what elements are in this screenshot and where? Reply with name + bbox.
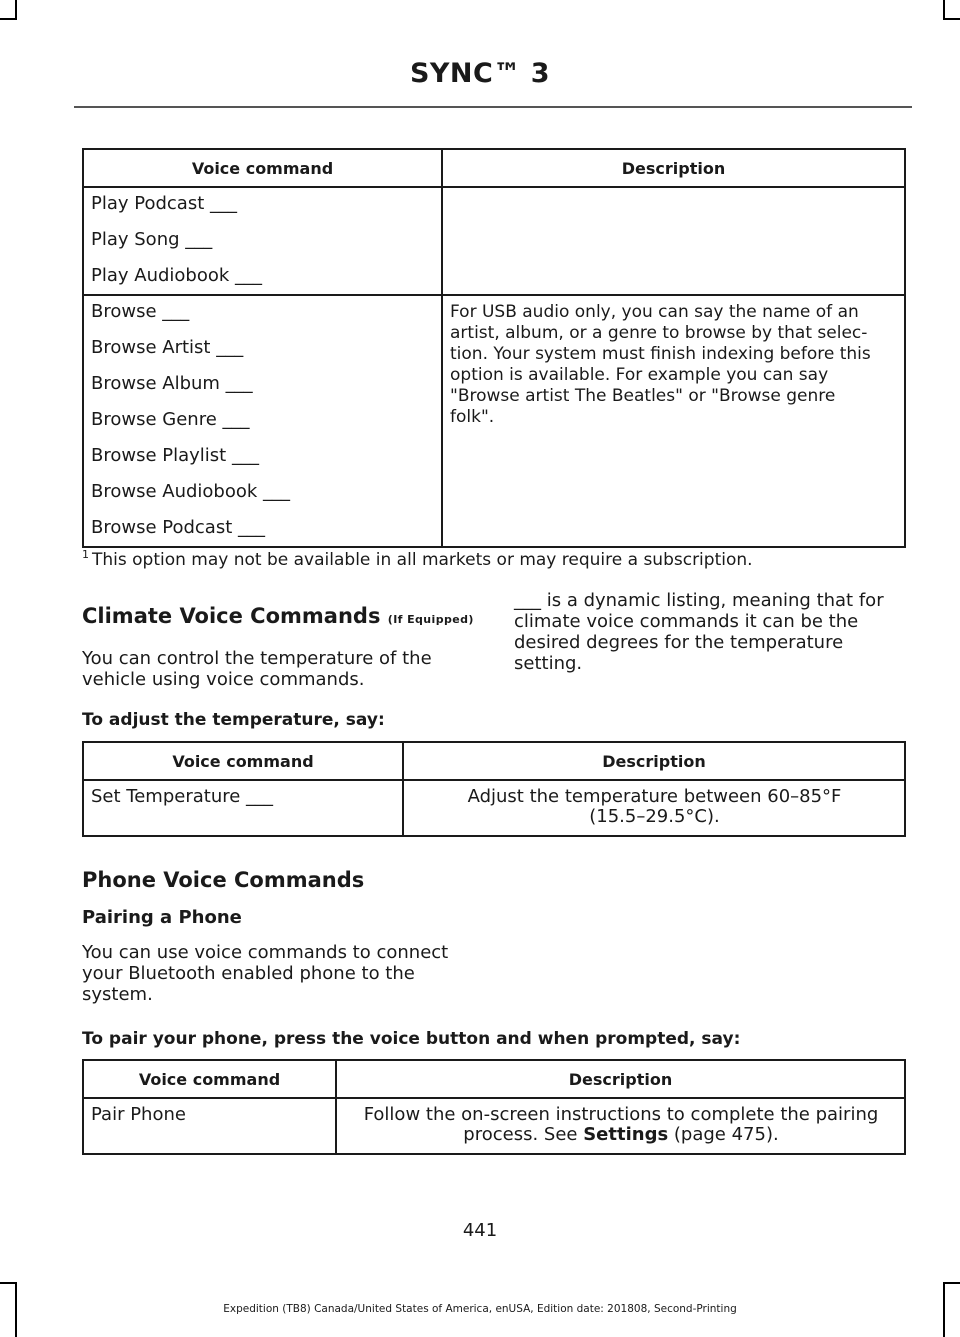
edition-info: Expedition (TB8) Canada/United States of America, enUSA, Edition date: 201808, Second-Printing [223,1303,737,1315]
crop-mark-bottom-right-h [943,1282,960,1284]
footnote-text: This option may not be available in all markets or may require a subscription. [92,550,753,570]
description-text: process. See [463,1124,584,1145]
voice-command: Play Audiobook ___ [91,265,263,286]
description-line [344,1125,898,1145]
column-header-description: Description [403,742,905,780]
dynamic-note-line: setting. [514,653,583,674]
column-header-voice-command: Voice command [83,149,442,187]
column-header-voice-command: Voice command [83,1060,336,1098]
voice-command: Browse ___ [91,301,190,322]
description-cell [442,295,905,547]
description-line: (15.5–29.5°C). [589,806,720,827]
pairing-subheading: Pairing a Phone [82,907,242,928]
crop-mark-top-left-h [0,18,17,20]
dynamic-note-line: desired degrees for the temperature [514,632,844,653]
voice-command: Browse Artist ___ [91,337,244,358]
description-line: Adjust the temperature between 60–85°F [467,786,842,807]
description-cell [336,1098,905,1154]
header-divider [74,106,912,108]
climate-heading [82,606,492,630]
phone-voice-command-table [82,1059,906,1155]
dynamic-note-line: climate voice commands it can be the [514,611,859,632]
description-line: folk". [450,407,495,427]
media-voice-command-table [82,148,906,548]
phone-section [82,870,492,1005]
phone-intro-line: You can use voice commands to connect [82,942,449,963]
table-header-row [83,1060,905,1098]
footnote-mark: 1 [82,548,89,561]
table-header-row [83,149,905,187]
voice-command: Browse Album ___ [91,373,253,394]
crop-mark-top-left-v [15,0,17,20]
voice-command: Browse Genre ___ [91,409,250,430]
command-cell: Pair Phone [83,1098,336,1154]
table-row [83,187,905,295]
voice-command: Play Podcast ___ [91,193,237,214]
crop-mark-bottom-left-h [0,1282,17,1284]
voice-command: Browse Podcast ___ [91,517,265,538]
crop-mark-top-right-h [943,18,960,20]
if-equipped-label: (If Equipped) [387,613,474,626]
voice-command: Browse Audiobook ___ [91,481,291,502]
description-line: For USB audio only, you can say the name of an [450,302,859,322]
crop-mark-top-right-v [943,0,945,20]
phone-heading: Phone Voice Commands [82,868,365,892]
climate-lead: To adjust the temperature, say: [82,710,385,730]
climate-section-left [82,606,492,690]
table-row [83,780,905,836]
command-cell [83,187,442,295]
voice-command: Browse Playlist ___ [91,445,259,466]
description-cell [442,187,905,295]
climate-intro [82,648,492,690]
description-cell [403,780,905,836]
description-line: Follow the on-screen instructions to complete the pairing [363,1104,879,1125]
table-row [83,295,905,547]
climate-intro-line: vehicle using voice commands. [82,669,365,690]
phone-intro-line: your Bluetooth enabled phone to the [82,963,415,984]
description-line: artist, album, or a genre to browse by that selec- [450,323,868,343]
command-cell: Set Temperature ___ [83,780,403,836]
page-title: SYNC™ 3 [409,58,551,89]
description-line: "Browse artist The Beatles" or "Browse genre [450,386,836,406]
column-header-voice-command: Voice command [83,742,403,780]
description-line: option is available. For example you can say [450,365,829,385]
climate-voice-command-table [82,741,906,837]
table-header-row [83,742,905,780]
settings-link[interactable]: Settings [583,1124,669,1145]
command-cell [83,295,442,547]
page-reference: (page 475). [668,1124,779,1145]
page-number: 441 [462,1220,498,1241]
phone-intro-line: system. [82,984,153,1005]
footnote [82,548,753,570]
table-row [83,1098,905,1154]
climate-dynamic-note [514,590,906,674]
column-header-description: Description [442,149,905,187]
phone-lead: To pair your phone, press the voice button and when prompted, say: [82,1029,741,1049]
climate-intro-line: You can control the temperature of the [82,648,432,669]
column-header-description: Description [336,1060,905,1098]
dynamic-note-line: ___ is a dynamic listing, meaning that for [514,590,884,611]
climate-heading-text: Climate Voice Commands [82,604,381,628]
phone-intro [82,942,492,1005]
voice-command: Play Song ___ [91,229,213,250]
description-line: tion. Your system must finish indexing before this [450,344,871,364]
